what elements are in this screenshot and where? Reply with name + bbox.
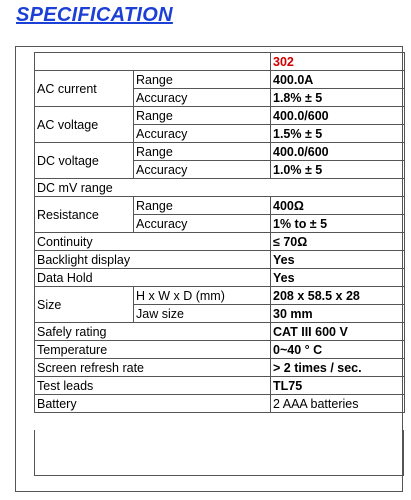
backlight-label: Backlight display bbox=[35, 251, 271, 269]
ac-current-label: AC current bbox=[35, 71, 134, 107]
resistance-range-label: Range bbox=[134, 197, 271, 215]
table-row-dc-voltage-range bbox=[35, 143, 405, 161]
table-row-resistance-range bbox=[35, 197, 405, 215]
ac-voltage-accuracy-value: 1.5% ± 5 bbox=[271, 125, 405, 143]
page-title: SPECIFICATION bbox=[16, 4, 173, 26]
table-row-model bbox=[35, 53, 405, 71]
resistance-accuracy-value: 1% to ± 5 bbox=[271, 215, 405, 233]
dc-voltage-accuracy-value: 1.0% ± 5 bbox=[271, 161, 405, 179]
model-number: 302 bbox=[271, 53, 405, 71]
ac-current-range-label: Range bbox=[134, 71, 271, 89]
dc-voltage-accuracy-label: Accuracy bbox=[134, 161, 271, 179]
table-row-backlight bbox=[35, 251, 405, 269]
ac-voltage-range-value: 400.0/600 bbox=[271, 107, 405, 125]
data-hold-value: Yes bbox=[271, 269, 405, 287]
table-empty-footer bbox=[34, 430, 404, 476]
backlight-value: Yes bbox=[271, 251, 405, 269]
table-row-safety bbox=[35, 323, 405, 341]
table-row-ac-voltage-range bbox=[35, 107, 405, 125]
table-row-dc-mv-range bbox=[35, 179, 405, 197]
header-blank-cell bbox=[35, 53, 271, 71]
size-jaw-label: Jaw size bbox=[134, 305, 271, 323]
table-row-battery bbox=[35, 395, 405, 413]
safety-value: CAT III 600 V bbox=[271, 323, 405, 341]
ac-current-accuracy-value: 1.8% ± 5 bbox=[271, 89, 405, 107]
continuity-label: Continuity bbox=[35, 233, 271, 251]
resistance-accuracy-label: Accuracy bbox=[134, 215, 271, 233]
table-row-leads bbox=[35, 377, 405, 395]
dc-voltage-label: DC voltage bbox=[35, 143, 134, 179]
refresh-value: > 2 times / sec. bbox=[271, 359, 405, 377]
ac-voltage-range-label: Range bbox=[134, 107, 271, 125]
ac-voltage-accuracy-label: Accuracy bbox=[134, 125, 271, 143]
dc-mv-range-label: DC mV range bbox=[35, 179, 405, 197]
leads-label: Test leads bbox=[35, 377, 271, 395]
temperature-value: 0~40 ° C bbox=[271, 341, 405, 359]
battery-value: 2 AAA batteries bbox=[271, 395, 405, 413]
temperature-label: Temperature bbox=[35, 341, 271, 359]
refresh-label: Screen refresh rate bbox=[35, 359, 271, 377]
size-jaw-value: 30 mm bbox=[271, 305, 405, 323]
size-dims-value: 208 x 58.5 x 28 bbox=[271, 287, 405, 305]
leads-value: TL75 bbox=[271, 377, 405, 395]
table-row-ac-current-range bbox=[35, 71, 405, 89]
continuity-value: ≤ 70Ω bbox=[271, 233, 405, 251]
table-row-temperature bbox=[35, 341, 405, 359]
size-label: Size bbox=[35, 287, 134, 323]
size-dims-label: H x W x D (mm) bbox=[134, 287, 271, 305]
resistance-label: Resistance bbox=[35, 197, 134, 233]
spec-table bbox=[34, 52, 405, 413]
ac-current-range-value: 400.0A bbox=[271, 71, 405, 89]
ac-current-accuracy-label: Accuracy bbox=[134, 89, 271, 107]
resistance-range-value: 400Ω bbox=[271, 197, 405, 215]
battery-label: Battery bbox=[35, 395, 271, 413]
data-hold-label: Data Hold bbox=[35, 269, 271, 287]
table-row-continuity bbox=[35, 233, 405, 251]
table-row-refresh bbox=[35, 359, 405, 377]
safety-label: Safely rating bbox=[35, 323, 271, 341]
table-row-data-hold bbox=[35, 269, 405, 287]
dc-voltage-range-label: Range bbox=[134, 143, 271, 161]
dc-voltage-range-value: 400.0/600 bbox=[271, 143, 405, 161]
ac-voltage-label: AC voltage bbox=[35, 107, 134, 143]
table-row-size-dims bbox=[35, 287, 405, 305]
